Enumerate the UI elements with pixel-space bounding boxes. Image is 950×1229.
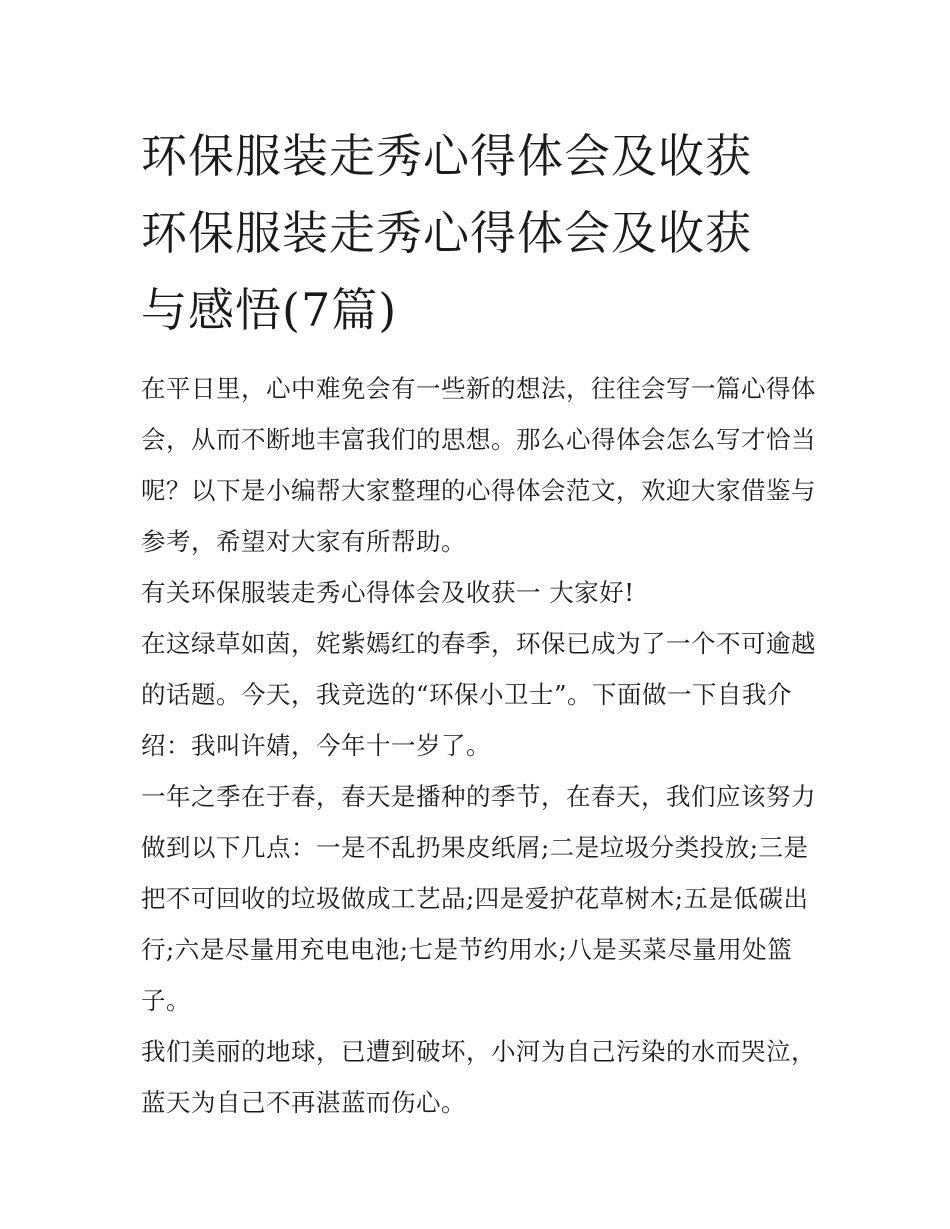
section-heading-paragraph: 有关环保服装走秀心得体会及收获一 大家好!: [141, 578, 635, 607]
body-paragraph: 我们美丽的地球，已遭到破坏，小河为自己污染的水而哭泣，蓝天为自己不再湛蓝而伤心。: [141, 1037, 816, 1117]
body-paragraph: 一年之季在于春，春天是播种的季节，在春天，我们应该努力做到以下几点：一是不乱扔果皮纸屑;二是垃圾分类投放;三是把不可回收的垃圾做成工艺品;四是爱护花草树木;五是低碳出行;六是尽量用充电电池;七是节约用水;八是买菜尽量用处篮子。: [141, 782, 816, 1015]
body-paragraph: 在这绿草如茵，姹紫嫣红的春季，环保已成为了一个不可逾越的话题。今天，我竞选的“环保小卫士”。下面做一下自我介绍：我叫许婧，今年十一岁了。: [141, 629, 816, 760]
intro-paragraph: 在平日里，心中难免会有一些新的想法，往往会写一篇心得体会，从而不断地丰富我们的思想。那么心得体会怎么写才恰当呢？以下是小编帮大家整理的心得体会范文，欢迎大家借鉴与参考，希望对大家有所帮助。: [141, 374, 816, 556]
document-title: [141, 118, 821, 349]
document-page: [141, 118, 821, 1128]
title-line: 环保服装走秀心得体会及收获: [141, 129, 752, 183]
title-line: 与感悟(7篇): [141, 283, 398, 337]
title-line: 环保服装走秀心得体会及收获: [141, 206, 752, 260]
